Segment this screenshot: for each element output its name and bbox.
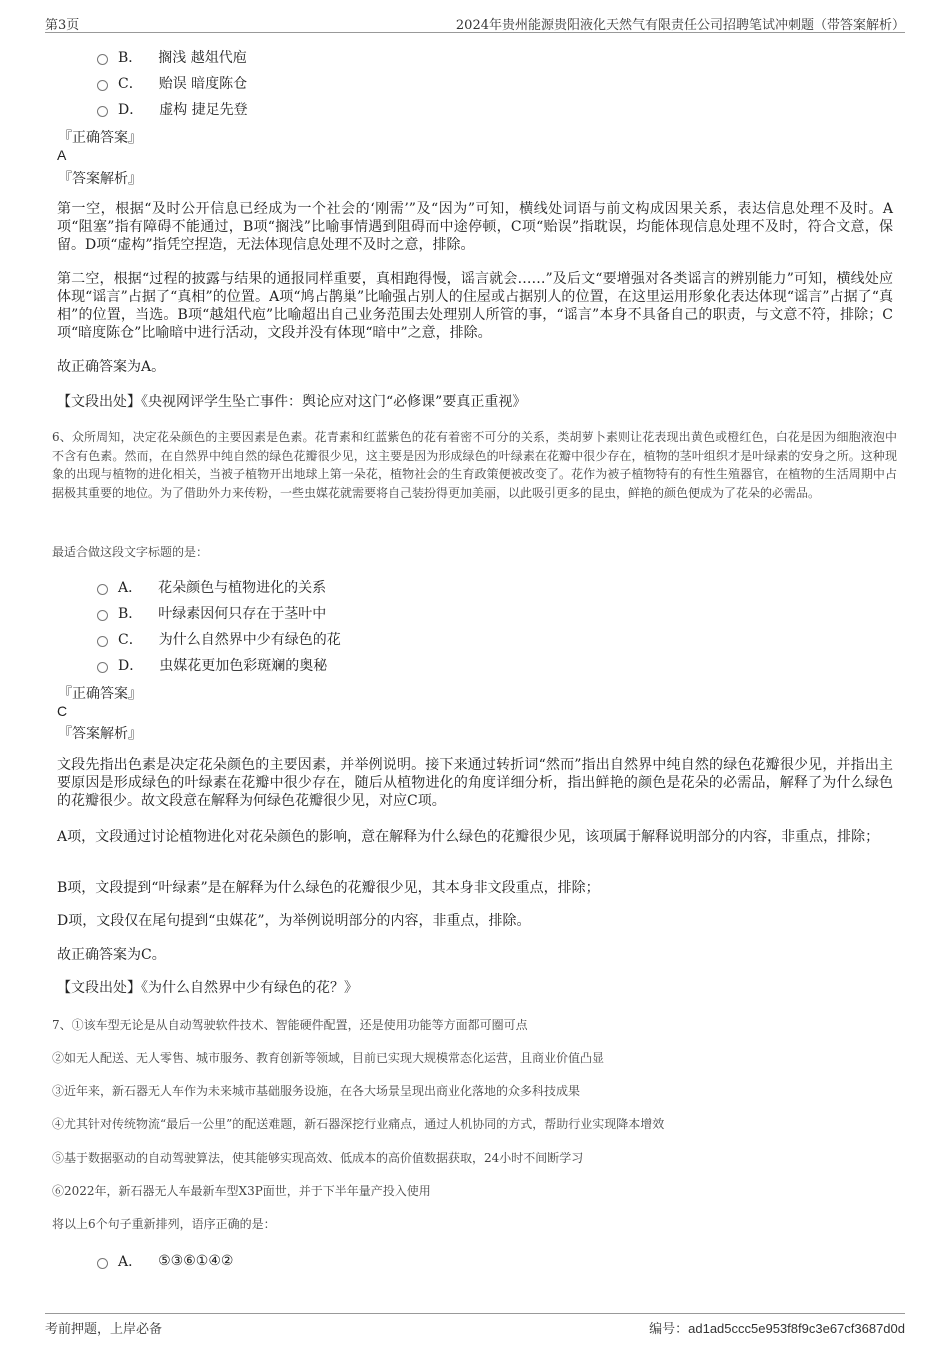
q6-analysis-paragraph: 文段先指出色素是决定花朵颜色的主要因素，并举例说明。接下来通过转折词“然而”指出自然界中纯自然的绿色花瓣很少见，并指出主要原因是形成绿色的叶绿素在花瓣中很少存在，随后从植物进化的角度详细分析，指出鲜艳的颜色是花朵的必需品，解释了为什么绿色的花瓣很少。故文段意在解释为何绿色花瓣很少见，对应C项。	[57, 757, 893, 809]
q6-option-a[interactable]: A． 花朵颜色与植物进化的关系	[97, 577, 326, 597]
document-title: 2024年贵州能源贵阳液化天然气有限责任公司招聘笔试冲刺题（带答案解析）	[455, 18, 905, 33]
q6-analysis-paragraph: A项，文段通过讨论植物进化对花朵颜色的影响，意在解释为什么绿色的花瓣很少见，该项属于解释说明部分的内容，非重点，排除；	[57, 829, 880, 845]
radio-icon[interactable]	[97, 636, 108, 647]
q5-option-b[interactable]: B． 搁浅 越俎代庖	[97, 47, 247, 67]
q5-option-c[interactable]: C． 贻误 暗度陈仓	[97, 73, 247, 93]
q7-sentence: ③近年来，新石器无人车作为未来城市基础服务设施，在各大场景呈现出商业化落地的众多科技成果	[52, 1084, 581, 1098]
q6-passage: 6、众所周知，决定花朵颜色的主要因素是色素。花青素和红蓝紫色的花有着密不可分的关系，类胡萝卜素则让花表现出黄色或橙红色，白花是因为细胞液泡中不含有色素。然而，在自然界中纯自然的绿色花瓣很少见，这主要是因为形成绿色的叶绿素在花瓣中很少存在，植物的茎叶组织才是叶绿素的安身之所。这种现象的出现与植物的进化相关，当被子植物开出地球上第一朵花，植物社会的生育政策便被改变了。花作为被子植物特有的有性生殖器官，在植物的生活周期中占据极其重要的地位。为了借助外力来传粉，一些虫媒花就需要将自己装扮得更加美丽，以此吸引更多的昆虫，鲜艳的颜色便成为了花朵的必需品。	[52, 430, 897, 500]
q6-answer: C	[57, 703, 68, 719]
q5-analysis-label: 『答案解析』	[58, 171, 142, 187]
q6-question: 最适合做这段文字标题的是：	[52, 545, 209, 559]
radio-icon[interactable]	[97, 54, 108, 65]
q5-option-d[interactable]: D． 虚构 捷足先登	[97, 99, 248, 119]
document-id: 编号：ad1ad5ccc5e953f8f9c3e67cf3687d0d	[649, 1321, 905, 1336]
q6-analysis-paragraph: D项，文段仅在尾句提到“虫媒花”，为举例说明部分的内容，非重点，排除。	[57, 913, 531, 929]
page-number: 第3页	[45, 18, 80, 33]
q6-conclusion: 故正确答案为C。	[57, 947, 166, 963]
q6-analysis-paragraph: B项，文段提到“叶绿素”是在解释为什么绿色的花瓣很少见，其本身非文段重点，排除；	[57, 880, 600, 896]
q7-sentence: ④尤其针对传统物流“最后一公里”的配送难题，新石器深挖行业痛点，通过人机协同的方式，帮助行业实现降本增效	[52, 1117, 665, 1131]
radio-icon[interactable]	[97, 584, 108, 595]
q5-answer: A	[57, 147, 67, 163]
q7-sentence: ⑥2022年，新石器无人车最新车型X3P面世，并于下半年量产投入使用	[52, 1184, 431, 1198]
radio-icon[interactable]	[97, 80, 108, 91]
radio-icon[interactable]	[97, 610, 108, 621]
q7-sentence: 7、①该车型无论是从自动驾驶软件技术、智能硬件配置，还是使用功能等方面都可圈可点	[52, 1018, 528, 1032]
q6-option-b[interactable]: B． 叶绿素因何只存在于茎叶中	[97, 603, 326, 623]
q6-answer-label: 『正确答案』	[58, 686, 142, 702]
q5-source: 【文段出处】《央视网评学生坠亡事件：舆论应对这门“必修课”要真正重视》	[57, 394, 527, 410]
radio-icon[interactable]	[97, 106, 108, 117]
q5-analysis-paragraph: 第二空，根据“过程的披露与结果的通报同样重要，真相跑得慢，谣言就会……”及后文“要增强对各类谣言的辨别能力”可知，横线处应体现“谣言”占据了“真相”的位置。A项“鸠占鹊巢”比喻强占别人的住屋或占据别人的位置，在这里运用形象化表达体现“谣言”占据了“真相”的位置，当选。B项“越俎代庖”比喻超出自己业务范围去处理别人所管的事，“谣言”本身不具备自己的职责，与文意不符，排除；C项“暗度陈仓”比喻暗中进行活动，文段并没有体现“暗中”之意，排除。	[57, 271, 893, 341]
q6-option-c[interactable]: C． 为什么自然界中少有绿色的花	[97, 629, 341, 649]
q7-option-a[interactable]: A． ⑤③⑥①④②	[97, 1251, 233, 1271]
q7-question: 将以上6个句子重新排列，语序正确的是：	[52, 1217, 276, 1231]
radio-icon[interactable]	[97, 1258, 108, 1269]
radio-icon[interactable]	[97, 662, 108, 673]
q7-sentence: ⑤基于数据驱动的自动驾驶算法，使其能够实现高效、低成本的高价值数据获取，24小时不间断学习	[52, 1151, 584, 1165]
page-footer	[45, 1313, 905, 1336]
q6-analysis-label: 『答案解析』	[58, 726, 142, 742]
q6-source: 【文段出处】《为什么自然界中少有绿色的花？》	[57, 980, 358, 996]
q5-conclusion: 故正确答案为A。	[57, 359, 166, 375]
page-header	[45, 14, 905, 33]
q7-sentence: ②如无人配送、无人零售、城市服务、教育创新等领域，目前已实现大规模常态化运营，且商业价值凸显	[52, 1051, 605, 1065]
q5-answer-label: 『正确答案』	[58, 130, 142, 146]
q5-analysis-paragraph: 第一空，根据“及时公开信息已经成为一个社会的‘刚需’”及“因为”可知，横线处词语与前文构成因果关系，表达信息处理不及时。A项“阻塞”指有障碍不能通过，B项“搁浅”比喻事情遇到阻碍而中途停顿，C项“贻误”指耽误，均能体现信息处理不及时，符合文意，保留。D项“虚构”指凭空捏造，无法体现信息处理不及时之意，排除。	[57, 201, 893, 253]
q6-option-d[interactable]: D． 虫媒花更加色彩斑斓的奥秘	[97, 655, 327, 675]
footer-slogan: 考前押题，上岸必备	[45, 1322, 163, 1337]
